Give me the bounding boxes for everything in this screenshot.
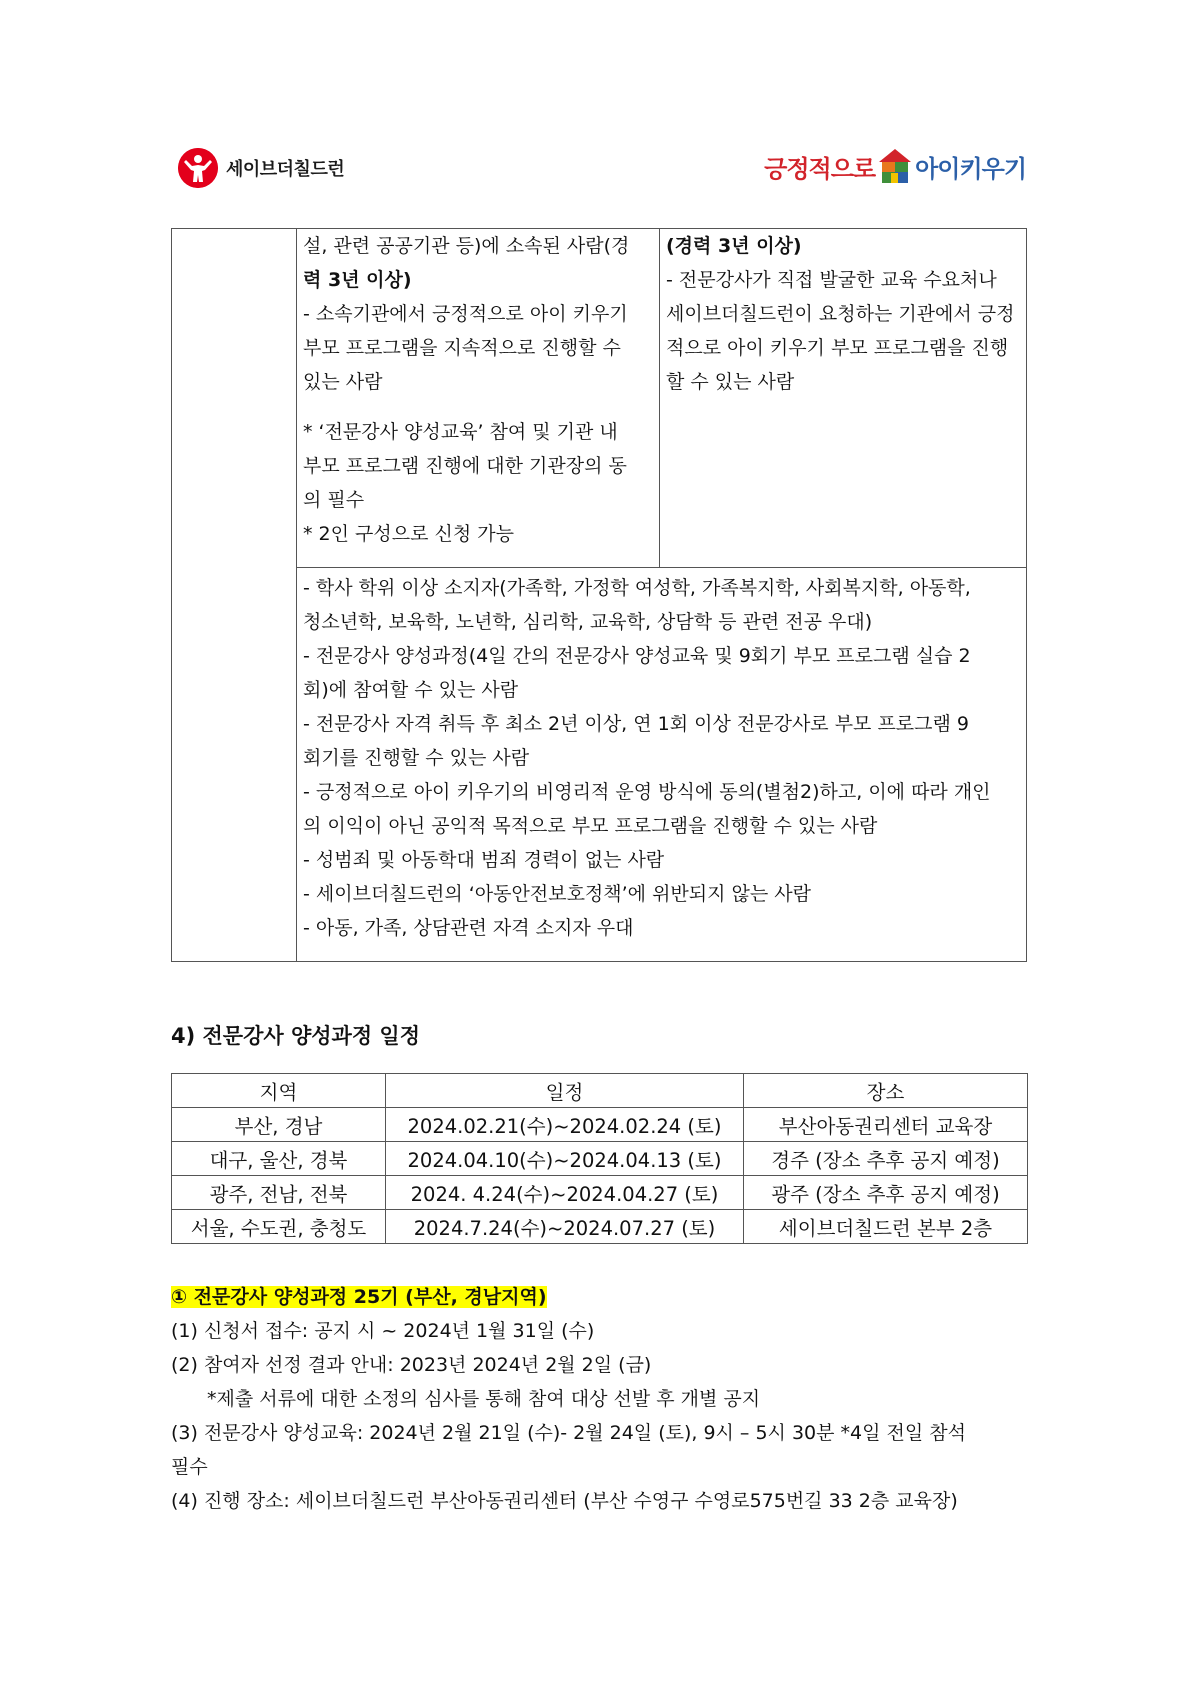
text-line: 청소년학, 보육학, 노년학, 심리학, 교육학, 상담학 등 관련 전공 우대) [303, 611, 873, 633]
schedule-cell: 2024. 4.24(수)~2024.04.27 (토) [386, 1176, 744, 1210]
course-heading: ① 전문강사 양성과정 25기 (부산, 경남지역) [171, 1286, 547, 1308]
column-header-venue: 장소 [744, 1074, 1028, 1108]
list-item: (2) 참여자 선정 결과 안내: 2023년 2024년 2월 2일 (금) [171, 1354, 652, 1376]
save-the-children-emblem-icon [178, 148, 218, 188]
list-item-continuation: 필수 [171, 1456, 208, 1478]
text-line: - 학사 학위 이상 소지자(가족학, 가정학 여성학, 가족복지학, 사회복지학, 아동학, [303, 577, 971, 599]
venue-cell: 광주 (장소 추후 공지 예정) [744, 1176, 1028, 1210]
text-line: - 긍정적으로 아이 키우기의 비영리적 운영 방식에 동의(별첨2)하고, 이에 따라 개인 [303, 781, 991, 803]
table-row [172, 1176, 1028, 1210]
text-line: - 아동, 가족, 상담관련 자격 소지자 우대 [303, 917, 634, 939]
course-25-details [171, 1280, 1031, 1518]
text-line: - 소속기관에서 긍정적으로 아이 키우기 [303, 303, 628, 325]
note-line: * ‘전문강사 양성교육’ 참여 및 기관 내 [303, 421, 618, 443]
common-qualification-cell [297, 568, 1027, 962]
column-header-region: 지역 [172, 1074, 386, 1108]
list-item: (4) 진행 장소: 세이브더칠드런 부산아동권리센터 (부산 수영구 수영로575번길 33 2층 교육장) [171, 1490, 958, 1512]
schedule-cell: 2024.04.10(수)~2024.04.13 (토) [386, 1142, 744, 1176]
save-the-children-wordmark: 세이브더칠드런 [226, 159, 345, 180]
note-line: * 2인 구성으로 신청 가능 [303, 523, 514, 545]
text-line: 할 수 있는 사람 [666, 371, 795, 393]
institution-qualification-cell [297, 229, 660, 568]
text-line: 력 3년 이상) [303, 269, 412, 291]
list-item-note: *제출 서류에 대한 소정의 심사를 통해 참여 대상 선발 후 개별 공지 [207, 1388, 761, 1410]
table-row [172, 568, 1027, 962]
text-line: 부모 프로그램을 지속적으로 진행할 수 [303, 337, 621, 359]
region-cell: 광주, 전남, 전북 [172, 1176, 386, 1210]
text-line: 의 이익이 아닌 공익적 목적으로 부모 프로그램을 진행할 수 있는 사람 [303, 815, 878, 837]
region-cell: 대구, 울산, 경북 [172, 1142, 386, 1176]
text-line: - 전문강사 양성과정(4일 간의 전문강사 양성교육 및 9회기 부모 프로그램 실습 2 [303, 645, 971, 667]
logo-text-part1: 긍정적으로 [764, 154, 876, 183]
logo-text-part2: 아이키우기 [915, 154, 1026, 183]
region-cell: 부산, 경남 [172, 1108, 386, 1142]
note-line: 부모 프로그램 진행에 대한 기관장의 동 [303, 455, 627, 477]
text-line: 설, 관련 공공기관 등)에 소속된 사람(경 [303, 235, 630, 257]
note-line: 의 필수 [303, 489, 365, 511]
text-line: 회)에 참여할 수 있는 사람 [303, 679, 519, 701]
category-cell [172, 229, 297, 962]
schedule-cell: 2024.7.24(수)~2024.07.27 (토) [386, 1210, 744, 1244]
venue-cell: 세이브더칠드런 본부 2층 [744, 1210, 1028, 1244]
list-item: (1) 신청서 접수: 공지 시 ~ 2024년 1월 31일 (수) [171, 1320, 595, 1342]
table-row [172, 1210, 1028, 1244]
positive-parenting-logo [764, 148, 1026, 184]
text-line: - 성범죄 및 아동학대 범죄 경력이 없는 사람 [303, 849, 665, 871]
freelance-qualification-cell [660, 229, 1027, 568]
table-row [172, 229, 1027, 568]
list-item: (3) 전문강사 양성교육: 2024년 2월 21일 (수)- 2월 24일 (토), 9시 – 5시 30분 *4일 전일 참석 [171, 1422, 966, 1444]
text-line: 있는 사람 [303, 371, 383, 393]
text-line: 세이브더칠드런이 요청하는 기관에서 긍정 [666, 303, 1015, 325]
save-the-children-logo [178, 148, 344, 188]
venue-cell: 경주 (장소 추후 공지 예정) [744, 1142, 1028, 1176]
schedule-table [171, 1073, 1028, 1244]
text-line: (경력 3년 이상) [666, 235, 802, 257]
schedule-cell: 2024.02.21(수)~2024.02.24 (토) [386, 1108, 744, 1142]
region-cell: 서울, 수도권, 충청도 [172, 1210, 386, 1244]
text-line: - 전문강사 자격 취득 후 최소 2년 이상, 연 1회 이상 전문강사로 부모 프로그램 9 [303, 713, 969, 735]
table-row [172, 1108, 1028, 1142]
text-line: 회기를 진행할 수 있는 사람 [303, 747, 530, 769]
text-line: 적으로 아이 키우기 부모 프로그램을 진행 [666, 337, 1009, 359]
text-line: - 전문강사가 직접 발굴한 교육 수요처나 [666, 269, 997, 291]
house-icon [878, 148, 912, 184]
qualifications-table [171, 228, 1027, 962]
table-row [172, 1142, 1028, 1176]
venue-cell: 부산아동권리센터 교육장 [744, 1108, 1028, 1142]
section-title: 4) 전문강사 양성과정 일정 [171, 1024, 421, 1048]
text-line: - 세이브더칠드런의 ‘아동안전보호정책’에 위반되지 않는 사람 [303, 883, 811, 905]
table-header-row [172, 1074, 1028, 1108]
column-header-schedule: 일정 [386, 1074, 744, 1108]
